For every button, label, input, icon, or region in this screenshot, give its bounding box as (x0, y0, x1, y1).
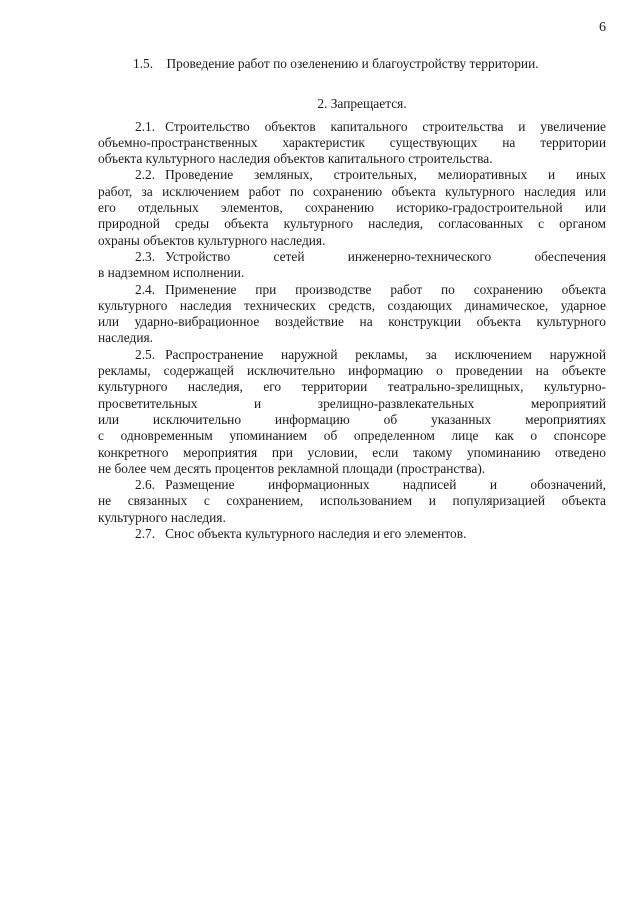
paragraph-line (98, 119, 606, 135)
line-text: с одновременным упоминанием об определенном лице как о спонсоре (98, 428, 606, 444)
line-text: его отдельных элементов, сохранению историко-градостроительной или (98, 200, 606, 216)
item-number: 2.6. (135, 477, 156, 493)
line-text: Размещение информационных надписей и обозначений, (165, 477, 606, 493)
line-text: Применение при производстве работ по сохранению объекта (165, 281, 606, 297)
paragraph-line (98, 200, 606, 216)
line-text: объемно-пространственных характеристик существующих на территории (98, 134, 606, 150)
line-text: Проведение земляных, строительных, мелиоративных и иных (165, 167, 606, 183)
line-text: Строительство объектов капитального строительства и увеличение (165, 118, 606, 134)
line-text: наследия. (98, 330, 153, 346)
section-2-heading: 2. Запрещается. (317, 96, 407, 112)
paragraph-line (98, 363, 606, 379)
paragraph-line (98, 445, 606, 461)
line-text: природной среды объекта культурного наследия, согласованных с органом (98, 216, 606, 232)
line-text: не более чем десять процентов рекламной площади (пространства). (98, 460, 486, 476)
item-2-5 (98, 347, 606, 477)
prohibitions-list (98, 119, 606, 543)
item-2-2 (98, 167, 606, 248)
item-2-3 (98, 249, 606, 282)
item-number: 2.7. (135, 526, 156, 542)
paragraph-line (98, 233, 606, 249)
line-text: культурного наследия. (98, 509, 226, 525)
paragraph-line (98, 526, 606, 542)
paragraph-line (98, 461, 606, 477)
item-number: 2.1. (135, 118, 156, 134)
line-text: просветительных и зрелищно-развлекательных мероприятий (98, 395, 606, 411)
line-text: культурного наследия технических средств, создающих динамическое, ударное (98, 297, 606, 313)
item-1-5-number: 1.5. (133, 56, 154, 71)
item-1-5 (133, 56, 606, 72)
paragraph-line (98, 135, 606, 151)
line-text: или исключительно информацию об указанных мероприятиях (98, 411, 606, 427)
item-2-7 (98, 526, 606, 542)
paragraph-line (98, 249, 606, 265)
paragraph-line (98, 493, 606, 509)
item-2-4 (98, 282, 606, 347)
item-1-5-text: Проведение работ по озеленению и благоустройству территории. (166, 56, 539, 71)
paragraph-line (98, 151, 606, 167)
line-text: в надземном исполнении. (98, 265, 245, 281)
line-text: культурного наследия, его территории театрально-зрелищных, культурно- (98, 379, 606, 395)
line-text: объекта культурного наследия объектов капитального строительства. (98, 151, 493, 167)
paragraph-line (98, 347, 606, 363)
paragraph-line (98, 184, 606, 200)
paragraph-line (98, 167, 606, 183)
paragraph-line (98, 265, 606, 281)
document-body (98, 56, 606, 542)
line-text: Распространение наружной рекламы, за исключением наружной (165, 346, 606, 362)
paragraph-line (98, 298, 606, 314)
item-2-6 (98, 477, 606, 526)
paragraph-line (98, 282, 606, 298)
paragraph-line (98, 412, 606, 428)
paragraph-line (98, 330, 606, 346)
line-text: рекламы, содержащей исключительно информацию о проведении на объекте (98, 363, 606, 379)
line-text: или ударно-вибрационное воздействие на конструкции объекта культурного (98, 314, 606, 330)
paragraph-line (98, 428, 606, 444)
page-number: 6 (599, 20, 606, 35)
paragraph-line (98, 510, 606, 526)
paragraph-line (98, 396, 606, 412)
item-number: 2.3. (135, 248, 156, 264)
item-number: 2.5. (135, 346, 156, 362)
paragraph-line (98, 379, 606, 395)
paragraph-line (98, 477, 606, 493)
paragraph-line (98, 314, 606, 330)
line-text: Устройство сетей инженерно-технического обеспечения (165, 248, 606, 264)
paragraph-line (98, 216, 606, 232)
line-text: охраны объектов культурного наследия. (98, 232, 326, 248)
line-text: конкретного мероприятия при условии, если такому упоминанию отведено (98, 444, 606, 460)
item-number: 2.2. (135, 167, 156, 183)
line-text: Снос объекта культурного наследия и его элементов. (165, 526, 467, 542)
item-number: 2.4. (135, 281, 156, 297)
item-2-1 (98, 119, 606, 168)
line-text: работ, за исключением работ по сохранению объекта культурного наследия или (98, 183, 606, 199)
line-text: не связанных с сохранением, использованием и популяризацией объекта (98, 493, 606, 509)
